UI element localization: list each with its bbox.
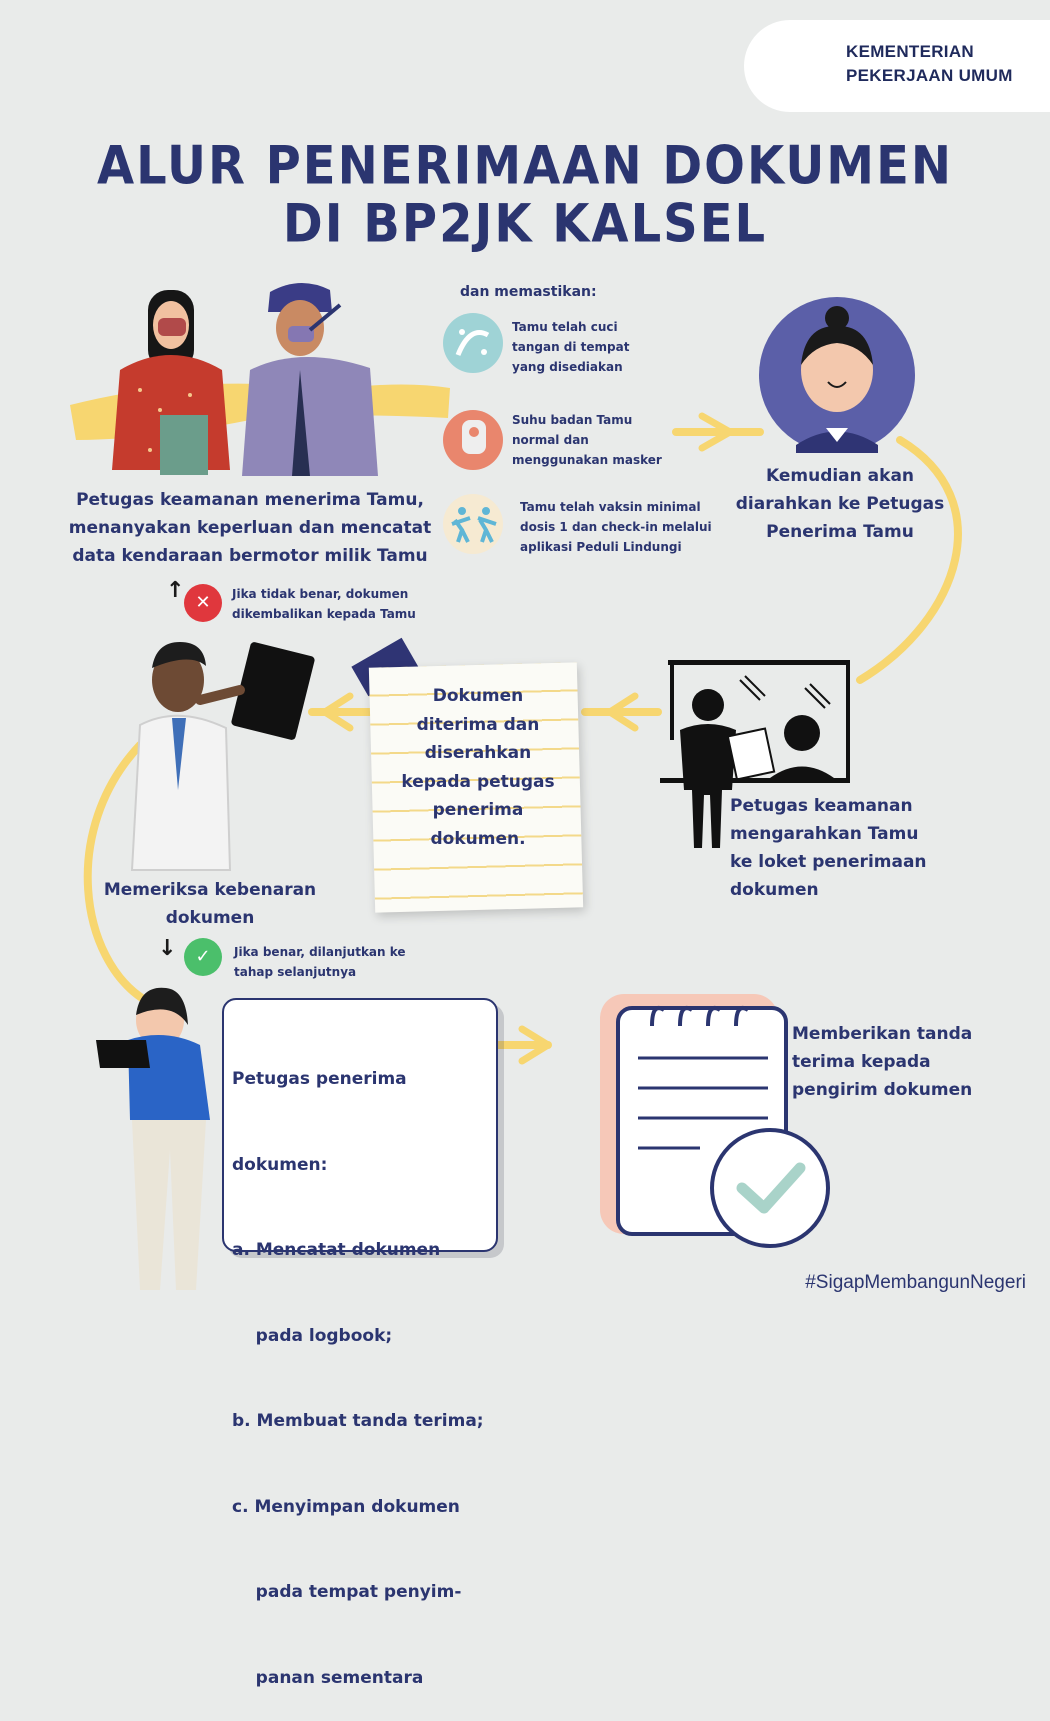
accept-note: Jika benar, dilanjutkan ke tahap selanjutnya (234, 945, 406, 979)
ensure-item-vaccine: Tamu telah vaksin minimal dosis 1 dan check-in melalui aplikasi Peduli Lindungi (520, 500, 712, 554)
staff-with-laptop-illustration (96, 988, 210, 1290)
page-title-line-2: DI BP2JK KALSEL (282, 193, 768, 255)
step-document-received: Dokumen diterima dan diserahkan kepada petugas penerima dokumen. (401, 686, 555, 849)
logo-line-1: KEMENTERIAN (846, 42, 974, 61)
step-security-receives-guest: Petugas keamanan menerima Tamu, menanyakan keperluan dan mencatat data kendaraan bermotor milik Tamu (68, 490, 432, 566)
step-directed-to-counter: Petugas keamanan mengarahkan Tamu ke loket penerimaan dokumen (730, 796, 927, 900)
ensure-heading: dan memastikan: (460, 284, 597, 300)
check-icon: ✓ (184, 938, 222, 976)
reject-note: Jika tidak benar, dokumen dikembalikan kepada Tamu (232, 587, 416, 621)
vaccine-people-icon (443, 494, 503, 554)
step-directed-to-receptionist: Kemudian akan diarahkan ke Petugas Penerima Tamu (735, 466, 945, 542)
thermometer-icon (443, 410, 503, 470)
ensure-item-handwash: Tamu telah cuci tangan di tempat yang disediakan (512, 320, 630, 374)
step-give-receipt: Memberikan tanda terima kepada pengirim dokumen (792, 1024, 973, 1100)
receptionist-illustration (759, 297, 915, 453)
logo-line-2: PEKERJAAN UMUM (846, 66, 1013, 85)
security-guard-illustration (242, 283, 378, 476)
masked-woman-illustration (112, 290, 230, 475)
ensure-item-temperature: Suhu badan Tamu normal dan menggunakan masker (512, 413, 662, 467)
page-title-line-1: ALUR PENERIMAAN DOKUMEN (96, 135, 954, 197)
ministry-logo-text (846, 40, 1013, 88)
down-arrow-icon: ↓ (158, 936, 177, 961)
hashtag: #SigapMembangunNegeri (805, 1272, 1026, 1293)
x-icon: ✕ (184, 584, 222, 622)
step-receiver-tasks: Petugas penerima dokumen: a. Mencatat dokumen pada logbook; b. Membuat tanda terima; c. Menyimpan dokumen pada tempat penyim- panan sementara (232, 1069, 484, 1688)
step-verify-document: Memeriksa kebenaran dokumen (103, 880, 317, 928)
hand-wash-icon (443, 313, 503, 373)
up-arrow-icon: ↑ (166, 578, 185, 603)
inspector-illustration (132, 641, 315, 870)
